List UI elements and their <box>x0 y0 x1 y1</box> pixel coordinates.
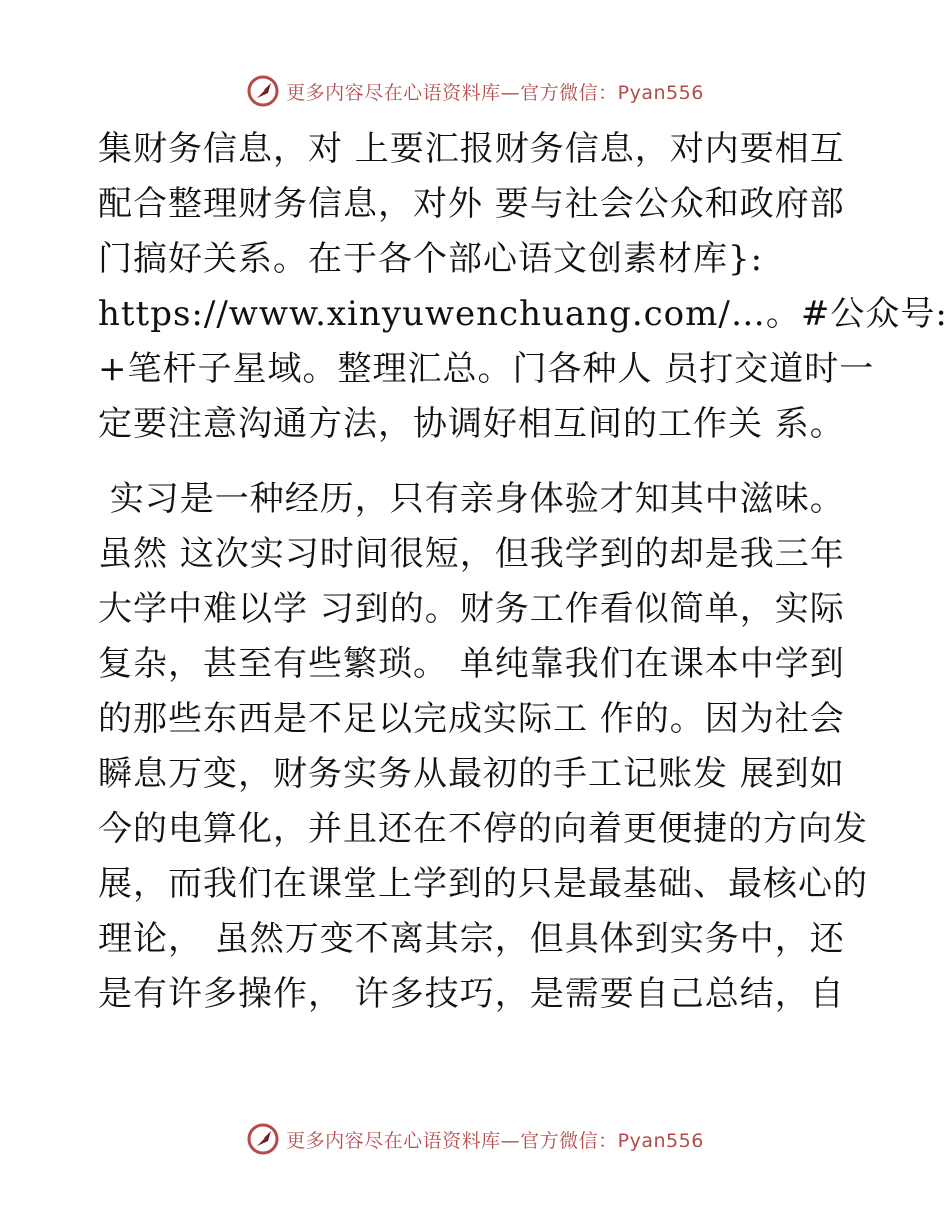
quill-logo-icon <box>246 1122 280 1156</box>
text-line: 门搞好关系。在于各个部心语文创素材库}: <box>98 239 764 279</box>
text-line: https://www.xinyuwenchuang.com/…。#公众号: <box>98 294 948 334</box>
paragraph-spacer <box>98 452 858 472</box>
text-line: 大学中难以学 习到的。财务工作看似简单，实际 <box>98 589 845 629</box>
text-line: 复杂，甚至有些繁琐。 单纯靠我们在课本中学到 <box>98 644 845 684</box>
text-line: 理论， 虽然万变不离其宗，但具体到实务中，还 <box>98 919 845 959</box>
header-banner-text: 更多内容尽在心语资料库—官方微信：Pyan556 <box>286 81 704 104</box>
paragraph-2 <box>98 472 868 1022</box>
footer-banner <box>0 1122 950 1156</box>
text-line: 虽然 这次实习时间很短，但我学到的却是我三年 <box>98 534 845 574</box>
text-line: 定要注意沟通方法，协调好相互间的工作关 系。 <box>98 404 845 444</box>
text-line: 集财务信息，对 上要汇报财务信息，对内要相互 <box>98 129 845 169</box>
quill-logo-icon <box>246 74 280 108</box>
text-line: 实习是一种经历，只有亲身体验才知其中滋味。 <box>98 479 845 519</box>
text-line: 的那些东西是不足以完成实际工 作的。因为社会 <box>98 699 845 739</box>
text-line: 展，而我们在课堂上学到的只是最基础、最核心的 <box>98 864 868 904</box>
document-body <box>98 122 948 1022</box>
text-line: 瞬息万变，财务实务从最初的手工记账发 展到如 <box>98 754 845 794</box>
footer-banner-text: 更多内容尽在心语资料库—官方微信：Pyan556 <box>286 1129 704 1152</box>
header-banner <box>0 74 950 108</box>
text-line: 是有许多操作， 许多技巧，是需要自己总结，自 <box>98 974 845 1014</box>
text-line: 配合整理财务信息，对外 要与社会公众和政府部 <box>98 184 845 224</box>
text-line: 今的电算化，并且还在不停的向着更便捷的方向发 <box>98 809 868 849</box>
paragraph-1 <box>98 122 948 452</box>
text-line: +笔杆子星域。整理汇总。门各种人 员打交道时一 <box>98 349 875 389</box>
